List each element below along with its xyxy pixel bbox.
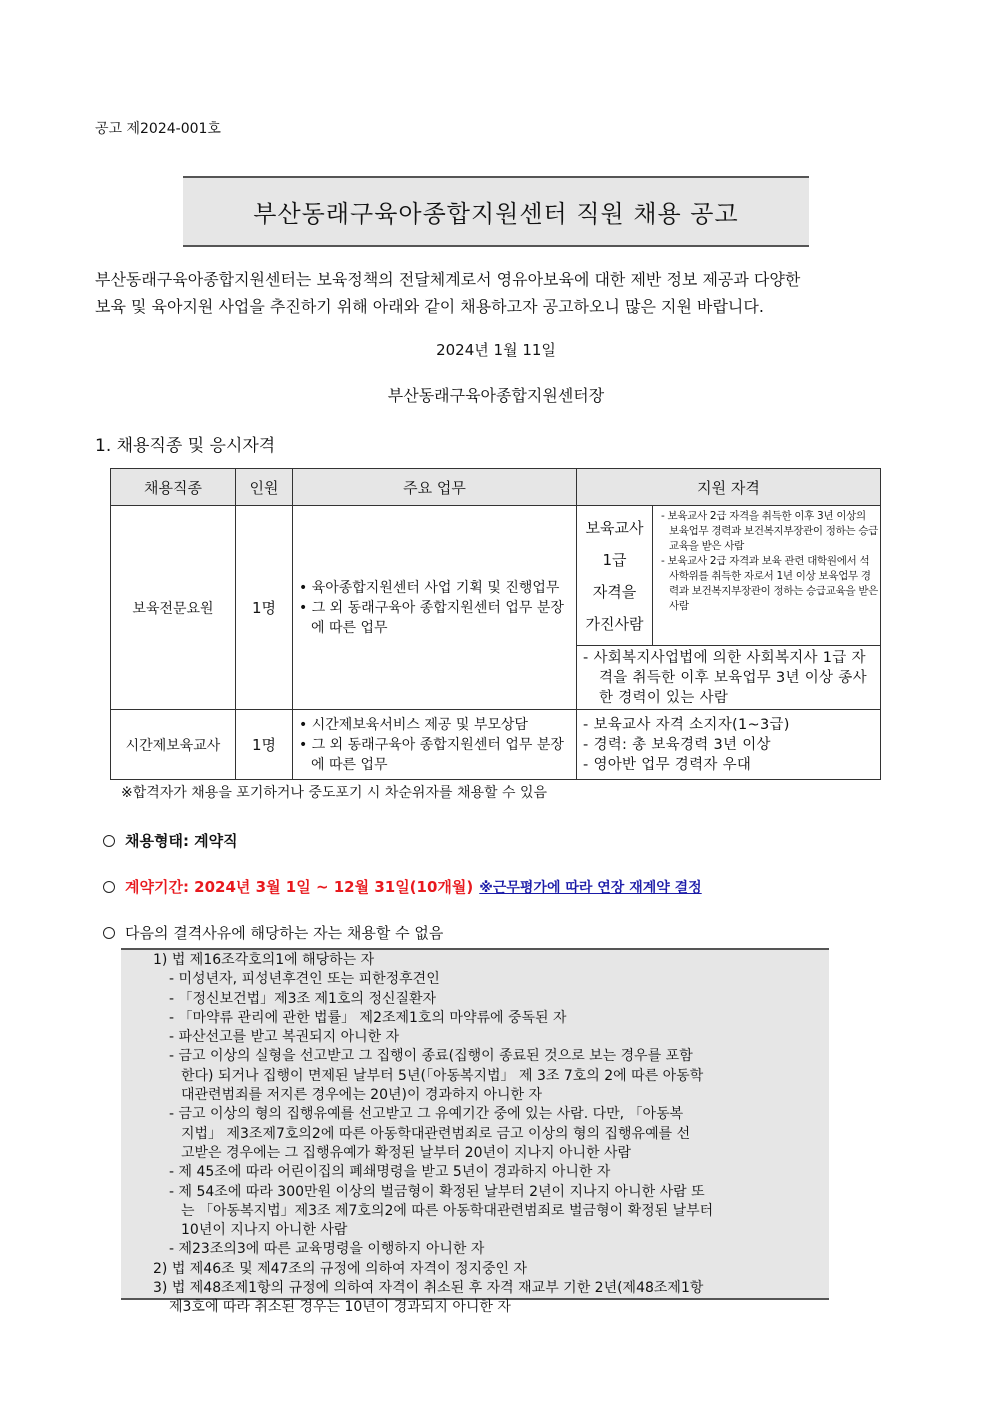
qualification-label-line: 자격을 (592, 582, 637, 601)
headcount-cell: 1명 (236, 710, 293, 780)
disqualification-line: - 제 54조에 따라 300만원 이상의 벌금형이 확정된 날부터 2년이 지나지 아니한 사람 또 (169, 1183, 705, 1200)
qualification-item: - 사회복지사업법에 의한 사회복지사 1급 자격을 취득한 이후 보육업무 3년 이상 종사한 경력이 있는 사람 (583, 650, 867, 706)
page-title: 부산동래구육아종합지원센터 직원 채용 공고 (253, 200, 739, 228)
title-box (183, 176, 809, 247)
qualification-cell (577, 710, 881, 780)
duty-item: • 그 외 동래구육아 종합지원센터 업무 분장에 따른 업무 (299, 736, 564, 773)
disqualification-line: - 「정신보건법」제3조 제1호의 정신질환자 (169, 990, 437, 1007)
disqualification-line: - 금고 이상의 형의 집행유예를 선고받고 그 유예기간 중에 있는 사람. 다만, 「아동복 (169, 1106, 684, 1123)
table-row (111, 710, 881, 780)
circle-bullet-icon (103, 835, 115, 847)
qualification-label (577, 506, 653, 645)
duties-cell (293, 710, 577, 780)
disqualification-line: - 제 45조에 따라 어린이집의 폐쇄명령을 받고 5년이 경과하지 아니한 자 (169, 1164, 611, 1181)
disqualification-line: 한다) 되거나 집행이 면제된 날부터 5년(「아동복지법」 제 3조 7호의 2에 따른 아동학 (181, 1067, 704, 1084)
table-footnote: ※합격자가 채용을 포기하거나 중도포기 시 차순위자를 채용할 수 있음 (121, 785, 548, 801)
contract-period-item (103, 876, 702, 897)
intro-paragraph (95, 266, 900, 320)
disqualification-line: 제3호에 따라 취소된 경우는 10년이 경과되지 아니한 자 (169, 1299, 511, 1316)
job-table (110, 468, 881, 780)
announcement-date: 2024년 1월 11일 (436, 341, 556, 359)
disqualification-line: 2) 법 제46조 및 제47조의 규정에 의하여 자격이 정지중인 자 (153, 1260, 528, 1277)
disqualification-line: 3) 법 제48조제1항의 규정에 의하여 자격이 취소된 후 자격 재교부 기한 2년(제48조제1항 (153, 1280, 704, 1297)
disqualification-line: 대관련범죄를 저지른 경우에는 20년)이 경과하지 아니한 자 (181, 1087, 543, 1104)
signatory: 부산동래구육아종합지원센터장 (387, 386, 605, 405)
circle-bullet-icon (103, 927, 115, 939)
disqualification-box (121, 948, 829, 1316)
headcount-cell: 1명 (236, 506, 293, 710)
table-header: 인원 (236, 469, 293, 506)
qualification-item: - 보육교사 자격 소지자(1~3급) (583, 716, 790, 733)
disqualification-item (103, 922, 443, 943)
job-title-cell: 보육전문요원 (111, 506, 236, 710)
disqualification-line: 는 「아동복지법」제3조 제7호의2에 따른 아동학대관련범죄로 벌금형이 확정된 날부터 (181, 1202, 714, 1219)
qualification-item: - 보육교사 2급 자격을 취득한 이후 3년 이상의 보육업무 경력과 보건복지부장관이 정하는 승급교육을 받은 사람 (661, 510, 879, 552)
disqualification-line: 1) 법 제16조각호의1에 해당하는 자 (153, 952, 375, 968)
qualification-item: - 경력: 총 보육경력 3년 이상 (583, 736, 771, 753)
section-heading: 1. 채용직종 및 응시자격 (95, 436, 276, 456)
qualification-alt (577, 646, 880, 709)
qualification-label-line: 보육교사 (585, 518, 644, 537)
qualification-top (577, 506, 880, 646)
employment-type: 채용형태: 계약직 (125, 832, 238, 850)
table-header: 지원 자격 (577, 469, 881, 506)
disqualification-line: - 금고 이상의 실형을 선고받고 그 집행이 종료(집행이 종료된 것으로 보는 경우를 포함 (169, 1048, 693, 1065)
circle-bullet-icon (103, 881, 115, 893)
duties-cell (293, 506, 577, 710)
disqualification-line: - 「마약류 관리에 관한 법률」 제2조제1호의 마약류에 중독된 자 (169, 1009, 567, 1026)
table-header: 주요 업무 (293, 469, 577, 506)
disqualification-line: 지법」 제3조제7호의2에 따른 아동학대관련범죄로 금고 이상의 형의 집행유예를 선 (181, 1125, 691, 1142)
duty-item: • 시간제보육서비스 제공 및 부모상담 (299, 716, 528, 733)
disqualification-line: 고받은 경우에는 그 집행유예가 확정된 날부터 20년이 지나지 아니한 사람 (181, 1144, 632, 1161)
job-title-cell: 시간제보육교사 (111, 710, 236, 780)
qualification-item: - 영아반 업무 경력자 우대 (583, 756, 752, 773)
notice-number: 공고 제2024-001호 (95, 121, 221, 137)
disqualification-line: 10년이 지나지 아니한 사람 (181, 1222, 348, 1239)
contract-note: ※근무평가에 따라 연장 재계약 결정 (479, 880, 702, 896)
disqualification-line: - 파산선고를 받고 복권되지 아니한 자 (169, 1029, 400, 1046)
qualification-label-line: 가진사람 (585, 614, 644, 633)
qualification-item: - 보육교사 2급 자격과 보육 관련 대학원에서 석사학위를 취득한 자로서 1년 이상 보육업무 경력과 보건복지부장관이 정하는 승급교육을 받은 사람 (661, 555, 879, 612)
disqualification-line: - 제23조의3에 따른 교육명령을 이행하지 아니한 자 (169, 1241, 485, 1258)
duty-item: • 그 외 동래구육아 종합지원센터 업무 분장에 따른 업무 (299, 599, 564, 636)
table-row (111, 506, 881, 710)
qualification-cell (577, 506, 881, 710)
contract-period: 계약기간: 2024년 3월 1일 ~ 12월 31일(10개월) (125, 878, 474, 896)
disqualification-heading: 다음의 결격사유에 해당하는 자는 채용할 수 없음 (125, 924, 444, 942)
intro-line: 보육 및 육아지원 사업을 추진하기 위해 아래와 같이 채용하고자 공고하오니 많은 지원 바랍니다. (95, 297, 764, 316)
disqualification-line: - 미성년자, 피성년후견인 또는 피한정후견인 (169, 971, 440, 988)
duty-item: • 육아종합지원센터 사업 기획 및 진행업무 (299, 579, 560, 596)
employment-type-item (103, 830, 238, 851)
table-header: 채용직종 (111, 469, 236, 506)
qualification-details (653, 506, 880, 645)
qualification-label-line: 1급 (602, 550, 627, 569)
intro-line: 부산동래구육아종합지원센터는 보육정책의 전달체계로서 영유아보육에 대한 제반 정보 제공과 다양한 (95, 270, 801, 289)
